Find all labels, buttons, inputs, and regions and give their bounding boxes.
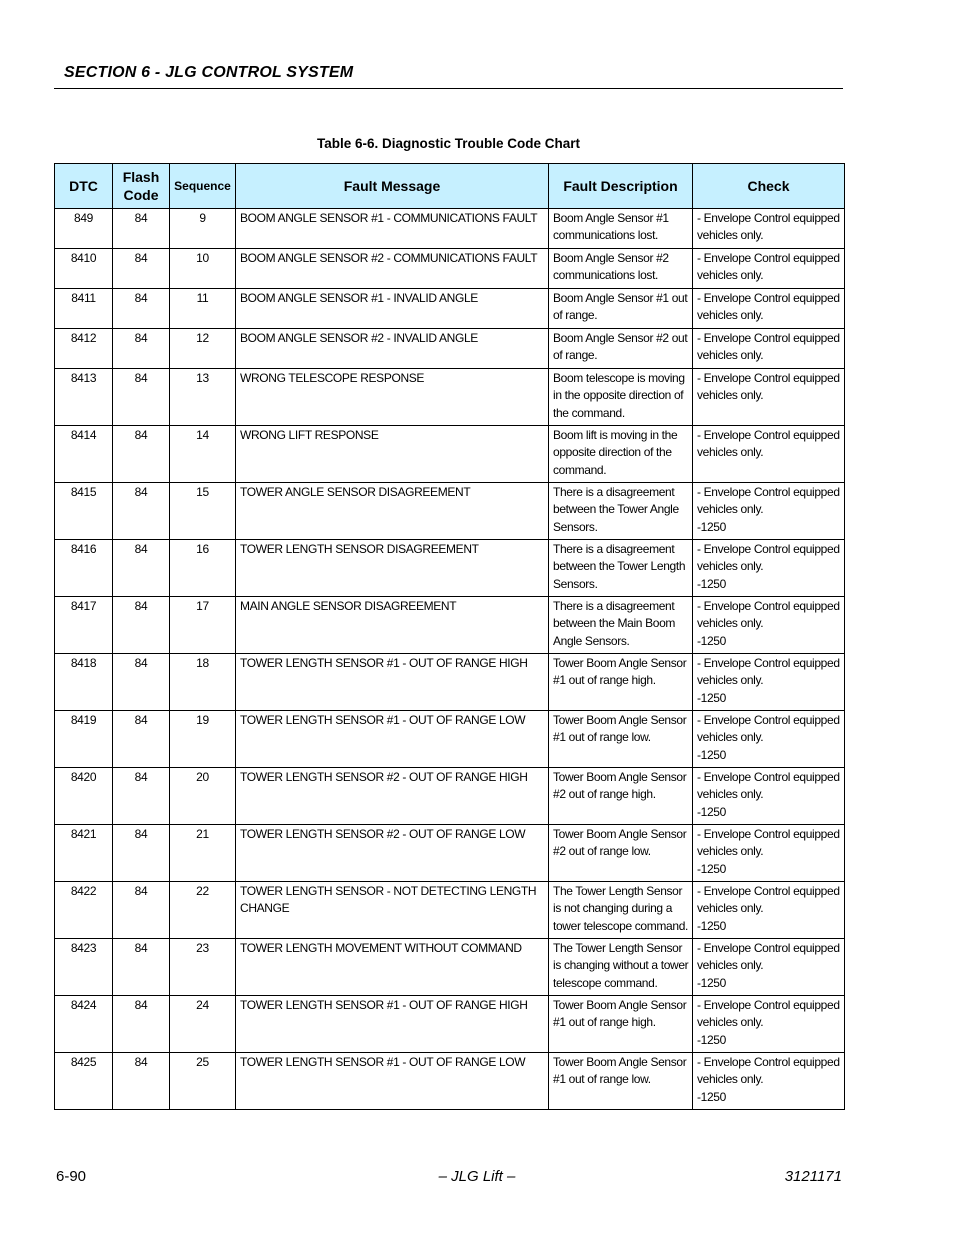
cell-sequence: 16 [170, 540, 236, 597]
fault-description-line: in the opposite direction of [553, 388, 684, 403]
check-line: vehicles only. [697, 958, 764, 973]
check-line: - Envelope Control equipped [697, 251, 840, 265]
check-line: vehicles only. [697, 673, 764, 688]
table-header-row [55, 164, 845, 209]
check-line: - Envelope Control equipped [697, 713, 840, 727]
check-line: vehicles only. [697, 348, 764, 363]
cell-flash-code: 84 [113, 209, 170, 249]
check-line: - Envelope Control equipped [697, 998, 840, 1012]
cell-dtc: 8421 [55, 825, 113, 882]
table-row [55, 289, 845, 329]
check-line: vehicles only. [697, 308, 764, 323]
table-row [55, 1053, 845, 1110]
cell-flash-code: 84 [113, 711, 170, 768]
cell-fault-description [549, 1053, 693, 1110]
cell-dtc: 8416 [55, 540, 113, 597]
table-body [55, 209, 845, 1110]
cell-check [693, 540, 845, 597]
check-line: - Envelope Control equipped [697, 485, 840, 499]
cell-check [693, 711, 845, 768]
cell-flash-code: 84 [113, 882, 170, 939]
table-row [55, 654, 845, 711]
cell-dtc: 849 [55, 209, 113, 249]
table-row [55, 540, 845, 597]
cell-fault-description [549, 825, 693, 882]
cell-fault-message: TOWER LENGTH SENSOR #1 - OUT OF RANGE HIGH [236, 996, 549, 1053]
fault-description-line: There is a disagreement [553, 599, 675, 613]
fault-description-line: Tower Boom Angle Sensor [553, 998, 687, 1012]
cell-dtc: 8423 [55, 939, 113, 996]
cell-flash-code: 84 [113, 597, 170, 654]
cell-fault-message: BOOM ANGLE SENSOR #1 - INVALID ANGLE [236, 289, 549, 329]
table-row [55, 329, 845, 369]
cell-fault-description [549, 597, 693, 654]
cell-fault-description [549, 540, 693, 597]
cell-fault-description [549, 996, 693, 1053]
check-line: -1250 [697, 918, 726, 933]
check-line: vehicles only. [697, 502, 764, 517]
cell-fault-description [549, 768, 693, 825]
cell-check [693, 426, 845, 483]
check-line: - Envelope Control equipped [697, 770, 840, 784]
cell-check [693, 1053, 845, 1110]
fault-description-line: #2 out of range low. [553, 844, 651, 859]
check-line: vehicles only. [697, 844, 764, 859]
cell-fault-message: MAIN ANGLE SENSOR DISAGREEMENT [236, 597, 549, 654]
fault-description-line: command. [553, 462, 607, 477]
fault-description-line: the command. [553, 405, 625, 420]
check-line: - Envelope Control equipped [697, 599, 840, 613]
cell-check [693, 209, 845, 249]
cell-flash-code: 84 [113, 249, 170, 289]
fault-description-line: tower telescope command. [553, 918, 689, 933]
table-row [55, 711, 845, 768]
cell-sequence: 10 [170, 249, 236, 289]
cell-fault-description [549, 426, 693, 483]
cell-flash-code: 84 [113, 329, 170, 369]
fault-description-line: communications lost. [553, 228, 659, 243]
cell-check [693, 289, 845, 329]
table-row [55, 483, 845, 540]
check-line: -1250 [697, 861, 726, 876]
check-line: -1250 [697, 1032, 726, 1047]
dtc-table [54, 163, 845, 1110]
check-line: -1250 [697, 519, 726, 534]
cell-flash-code: 84 [113, 289, 170, 329]
check-line: vehicles only. [697, 559, 764, 574]
cell-dtc: 8411 [55, 289, 113, 329]
table-caption: Table 6-6. Diagnostic Trouble Code Chart [316, 136, 581, 151]
cell-check [693, 939, 845, 996]
cell-fault-message: BOOM ANGLE SENSOR #2 - COMMUNICATIONS FAULT [236, 249, 549, 289]
cell-sequence: 18 [170, 654, 236, 711]
fault-description-line: #1 out of range low. [553, 730, 651, 745]
check-line: -1250 [697, 690, 726, 705]
check-line: - Envelope Control equipped [697, 827, 840, 841]
check-line: vehicles only. [697, 445, 764, 460]
fault-description-line: Boom Angle Sensor #2 out [553, 331, 688, 345]
cell-sequence: 21 [170, 825, 236, 882]
cell-dtc: 8410 [55, 249, 113, 289]
cell-check [693, 249, 845, 289]
cell-fault-description [549, 939, 693, 996]
cell-check [693, 768, 845, 825]
fault-description-line: #1 out of range low. [553, 1072, 651, 1087]
footer-brand: – JLG Lift – [438, 1168, 516, 1185]
cell-fault-message: TOWER LENGTH SENSOR #1 - OUT OF RANGE HIGH [236, 654, 549, 711]
cell-flash-code: 84 [113, 825, 170, 882]
cell-fault-description [549, 329, 693, 369]
cell-flash-code: 84 [113, 654, 170, 711]
cell-fault-message: WRONG LIFT RESPONSE [236, 426, 549, 483]
cell-flash-code: 84 [113, 996, 170, 1053]
fault-description-line: between the Main Boom [553, 616, 676, 631]
column-header-flash-code [113, 164, 170, 209]
cell-sequence: 11 [170, 289, 236, 329]
cell-fault-message: TOWER LENGTH SENSOR #2 - OUT OF RANGE LOW [236, 825, 549, 882]
cell-sequence: 15 [170, 483, 236, 540]
cell-fault-description [549, 711, 693, 768]
check-line: - Envelope Control equipped [697, 428, 840, 442]
fault-description-line: #2 out of range high. [553, 787, 656, 802]
check-line: - Envelope Control equipped [697, 371, 840, 385]
fault-description-line: Tower Boom Angle Sensor [553, 713, 687, 727]
check-line: -1250 [697, 576, 726, 591]
cell-fault-message: TOWER LENGTH SENSOR #1 - OUT OF RANGE LOW [236, 711, 549, 768]
fault-description-line: #1 out of range high. [553, 673, 656, 688]
fault-description-line: of range. [553, 348, 598, 363]
fault-description-line: Tower Boom Angle Sensor [553, 656, 687, 670]
fault-description-line: Tower Boom Angle Sensor [553, 827, 687, 841]
cell-dtc: 8415 [55, 483, 113, 540]
cell-dtc: 8418 [55, 654, 113, 711]
cell-check [693, 369, 845, 426]
check-line: -1250 [697, 633, 726, 648]
cell-fault-message: TOWER LENGTH SENSOR - NOT DETECTING LENGTH CHANGE [236, 882, 549, 939]
fault-description-line: Boom Angle Sensor #1 out [553, 291, 688, 305]
fault-description-line: There is a disagreement [553, 542, 675, 556]
cell-check [693, 825, 845, 882]
cell-fault-description [549, 249, 693, 289]
cell-sequence: 9 [170, 209, 236, 249]
cell-dtc: 8425 [55, 1053, 113, 1110]
table-row [55, 825, 845, 882]
cell-sequence: 23 [170, 939, 236, 996]
check-line: - Envelope Control equipped [697, 211, 840, 225]
cell-fault-message: TOWER ANGLE SENSOR DISAGREEMENT [236, 483, 549, 540]
fault-description-line: communications lost. [553, 268, 659, 283]
fault-description-line: opposite direction of the [553, 445, 672, 460]
check-line: - Envelope Control equipped [697, 331, 840, 345]
fault-description-line: Boom telescope is moving [553, 371, 685, 385]
page-number: 6-90 [56, 1168, 87, 1185]
cell-check [693, 329, 845, 369]
fault-description-line: between the Tower Length [553, 559, 686, 574]
cell-flash-code: 84 [113, 939, 170, 996]
cell-sequence: 19 [170, 711, 236, 768]
fault-description-line: of range. [553, 308, 598, 323]
table-row [55, 249, 845, 289]
fault-description-line: Tower Boom Angle Sensor [553, 1055, 687, 1069]
cell-fault-message: TOWER LENGTH SENSOR DISAGREEMENT [236, 540, 549, 597]
fault-description-line: The Tower Length Sensor [553, 884, 683, 898]
cell-dtc: 8412 [55, 329, 113, 369]
cell-fault-message: TOWER LENGTH SENSOR #1 - OUT OF RANGE LOW [236, 1053, 549, 1110]
fault-description-line: is changing without a tower [553, 958, 689, 973]
check-line: -1250 [697, 975, 726, 990]
cell-sequence: 22 [170, 882, 236, 939]
column-header-sequence: Sequence [170, 164, 236, 209]
cell-dtc: 8419 [55, 711, 113, 768]
table-row [55, 426, 845, 483]
cell-check [693, 654, 845, 711]
fault-description-line: #1 out of range high. [553, 1015, 656, 1030]
cell-sequence: 17 [170, 597, 236, 654]
cell-dtc: 8422 [55, 882, 113, 939]
cell-sequence: 24 [170, 996, 236, 1053]
cell-fault-message: WRONG TELESCOPE RESPONSE [236, 369, 549, 426]
fault-description-line: between the Tower Angle [553, 502, 679, 517]
cell-fault-message: BOOM ANGLE SENSOR #1 - COMMUNICATIONS FAULT [236, 209, 549, 249]
cell-dtc: 8413 [55, 369, 113, 426]
check-line: vehicles only. [697, 730, 764, 745]
check-line: -1250 [697, 804, 726, 819]
fault-description-line: There is a disagreement [553, 485, 675, 499]
cell-sequence: 20 [170, 768, 236, 825]
table-row [55, 768, 845, 825]
cell-flash-code: 84 [113, 768, 170, 825]
check-line: - Envelope Control equipped [697, 291, 840, 305]
document-number: 3121171 [784, 1168, 842, 1185]
cell-flash-code: 84 [113, 1053, 170, 1110]
cell-fault-description [549, 289, 693, 329]
column-header-fault-message: Fault Message [236, 164, 549, 209]
table-row [55, 939, 845, 996]
cell-fault-message: TOWER LENGTH MOVEMENT WITHOUT COMMAND [236, 939, 549, 996]
table-row [55, 209, 845, 249]
table-row [55, 996, 845, 1053]
cell-fault-description [549, 654, 693, 711]
column-header-dtc: DTC [55, 164, 113, 209]
check-line: vehicles only. [697, 616, 764, 631]
cell-check [693, 996, 845, 1053]
fault-description-line: Boom Angle Sensor #1 [553, 211, 669, 225]
check-line: vehicles only. [697, 228, 764, 243]
header-rule [54, 88, 843, 89]
fault-description-line: is not changing during a [553, 901, 673, 916]
check-line: vehicles only. [697, 1015, 764, 1030]
check-line: vehicles only. [697, 388, 764, 403]
fault-description-line: Boom Angle Sensor #2 [553, 251, 669, 265]
table-row [55, 597, 845, 654]
table-row [55, 882, 845, 939]
cell-fault-message: TOWER LENGTH SENSOR #2 - OUT OF RANGE HIGH [236, 768, 549, 825]
cell-flash-code: 84 [113, 369, 170, 426]
column-header-check: Check [693, 164, 845, 209]
column-header-flash-code-line2: Code [123, 187, 159, 203]
check-line: vehicles only. [697, 1072, 764, 1087]
cell-flash-code: 84 [113, 426, 170, 483]
cell-fault-description [549, 369, 693, 426]
column-header-flash-code-line1: Flash [122, 169, 160, 185]
check-line: vehicles only. [697, 787, 764, 802]
check-line: - Envelope Control equipped [697, 542, 840, 556]
cell-dtc: 8420 [55, 768, 113, 825]
fault-description-line: Sensors. [553, 519, 598, 534]
check-line: - Envelope Control equipped [697, 884, 840, 898]
cell-sequence: 12 [170, 329, 236, 369]
table-row [55, 369, 845, 426]
cell-fault-message: BOOM ANGLE SENSOR #2 - INVALID ANGLE [236, 329, 549, 369]
fault-description-line: telescope command. [553, 975, 658, 990]
cell-sequence: 25 [170, 1053, 236, 1110]
cell-check [693, 483, 845, 540]
check-line: - Envelope Control equipped [697, 656, 840, 670]
cell-sequence: 13 [170, 369, 236, 426]
check-line: -1250 [697, 747, 726, 762]
cell-sequence: 14 [170, 426, 236, 483]
fault-description-line: The Tower Length Sensor [553, 941, 683, 955]
cell-dtc: 8417 [55, 597, 113, 654]
check-line: -1250 [697, 1089, 726, 1104]
cell-fault-description [549, 483, 693, 540]
check-line: vehicles only. [697, 268, 764, 283]
check-line: - Envelope Control equipped [697, 941, 840, 955]
cell-fault-description [549, 209, 693, 249]
check-line: - Envelope Control equipped [697, 1055, 840, 1069]
section-title: SECTION 6 - JLG CONTROL SYSTEM [64, 64, 354, 81]
cell-check [693, 882, 845, 939]
cell-dtc: 8414 [55, 426, 113, 483]
cell-check [693, 597, 845, 654]
check-line: vehicles only. [697, 901, 764, 916]
column-header-fault-description: Fault Description [549, 164, 693, 209]
cell-flash-code: 84 [113, 540, 170, 597]
fault-description-line: Angle Sensors. [553, 633, 630, 648]
cell-dtc: 8424 [55, 996, 113, 1053]
cell-fault-description [549, 882, 693, 939]
fault-description-line: Boom lift is moving in the [553, 428, 678, 442]
fault-description-line: Tower Boom Angle Sensor [553, 770, 687, 784]
cell-flash-code: 84 [113, 483, 170, 540]
fault-description-line: Sensors. [553, 576, 598, 591]
